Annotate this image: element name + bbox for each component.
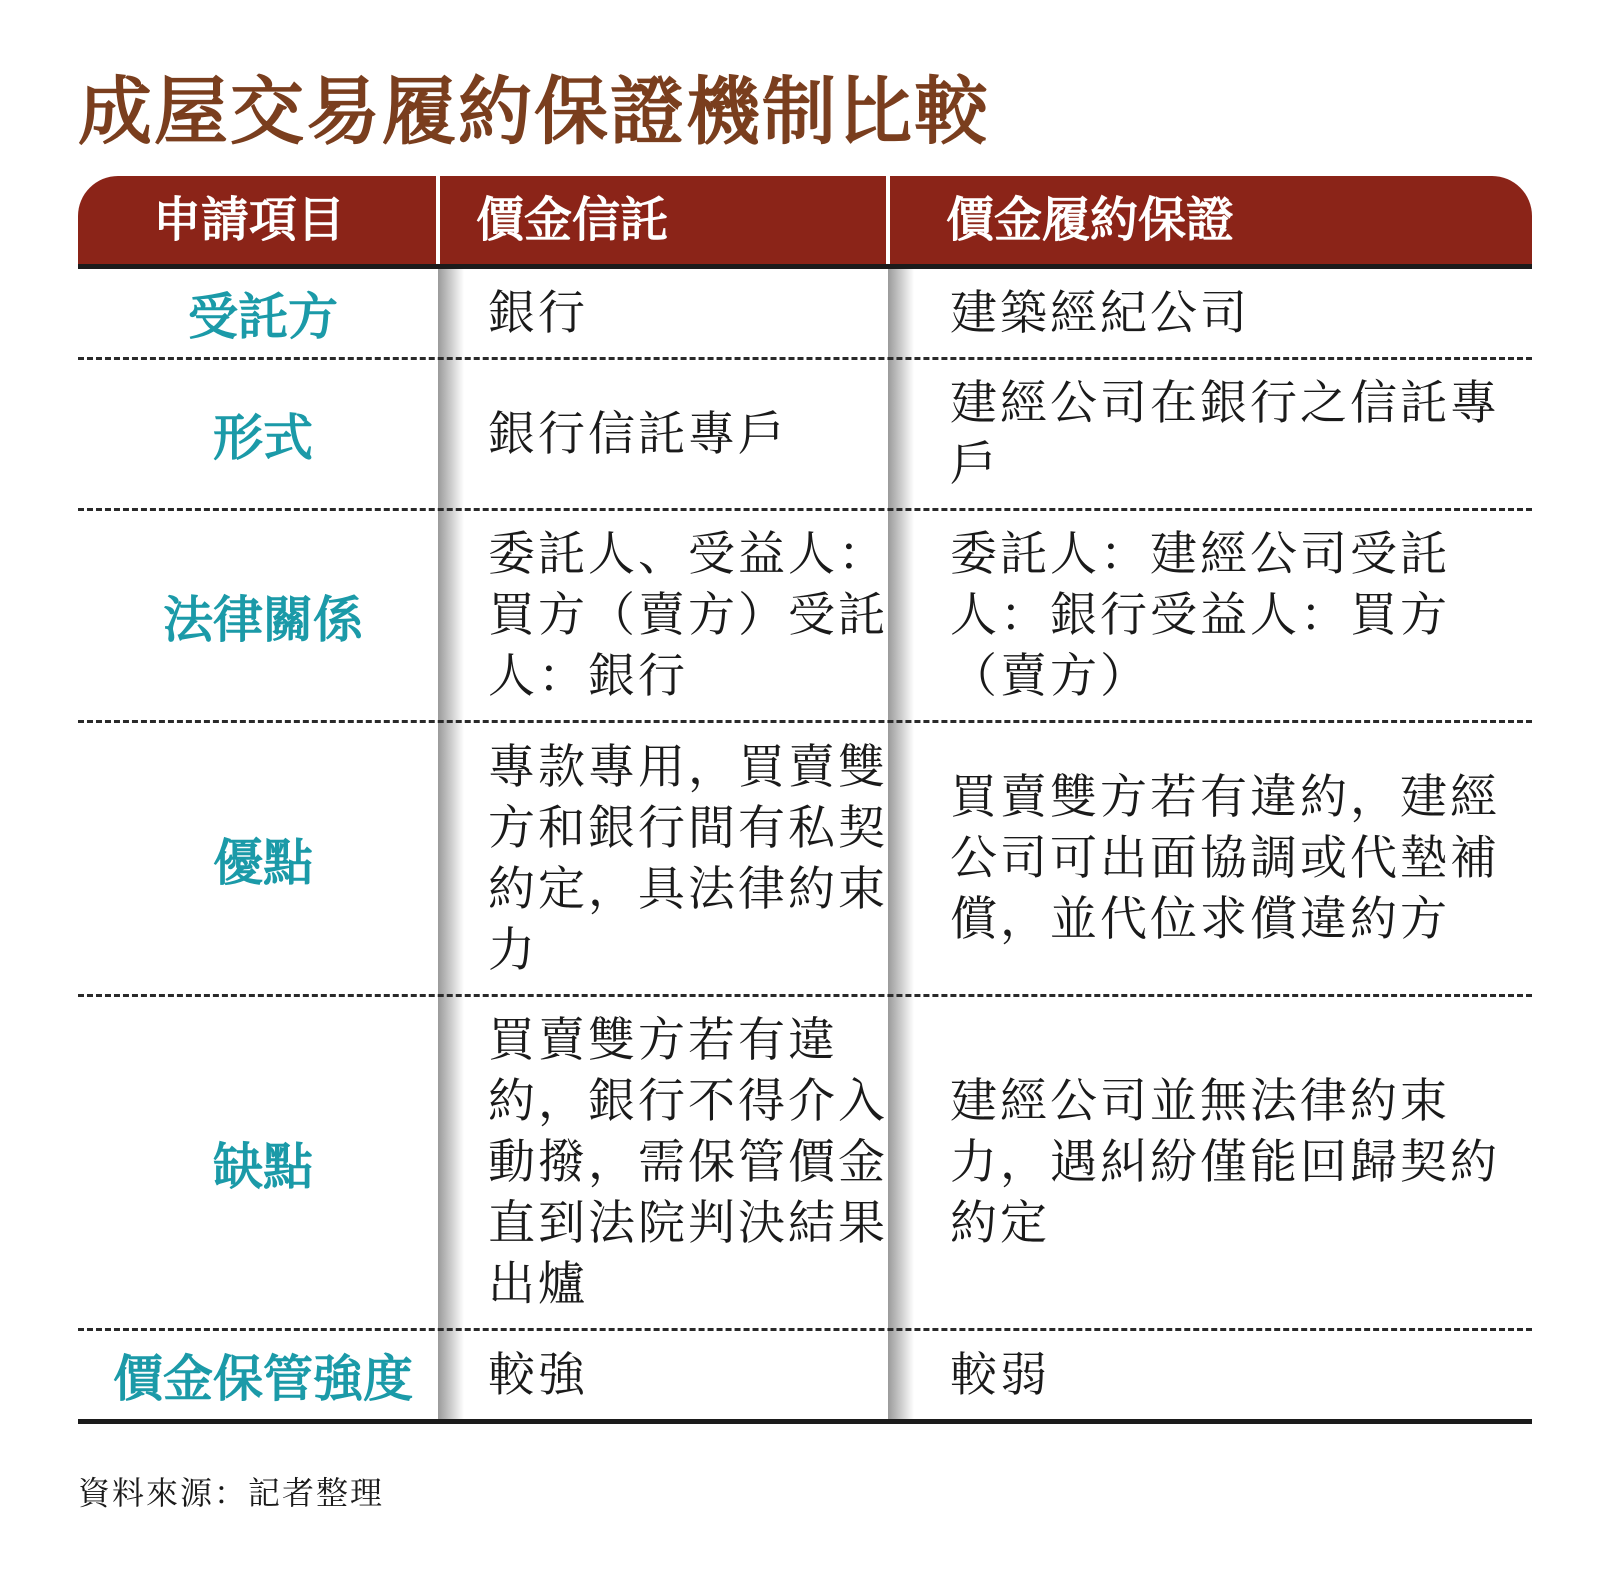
comparison-table <box>78 176 1532 1424</box>
guarantee-cell: 買賣雙方若有違約，建經公司可出面協調或代墊補償，並代位求償違約方 <box>950 770 1500 947</box>
row-label: 形式 <box>213 409 313 467</box>
table-row <box>78 723 1532 997</box>
trust-cell: 銀行信託專戶 <box>488 406 788 462</box>
header-divider <box>886 176 890 264</box>
guarantee-cell: 建經公司在銀行之信託專戶 <box>950 376 1500 492</box>
trust-cell: 委託人、受益人：買方（賣方）受託人：銀行 <box>488 527 888 704</box>
trust-cell: 專款專用，買賣雙方和銀行間有私契約定，具法律約束力 <box>488 739 888 978</box>
trust-cell: 銀行 <box>488 285 588 341</box>
guarantee-cell: 委託人：建經公司受託人：銀行受益人：買方（賣方） <box>950 527 1450 704</box>
trust-cell: 買賣雙方若有違約，銀行不得介入動撥，需保管價金直到法院判決結果出爐 <box>488 1013 888 1312</box>
table-header <box>78 176 1532 269</box>
row-label: 缺點 <box>213 1137 313 1196</box>
header-trust-column: 價金信託 <box>476 192 669 248</box>
row-label: 價金保管強度 <box>113 1350 413 1408</box>
trust-cell: 較強 <box>488 1347 588 1403</box>
header-item-column: 申請項目 <box>153 192 346 248</box>
guarantee-cell: 建築經紀公司 <box>950 285 1250 341</box>
source-note: 資料來源：記者整理 <box>78 1474 385 1512</box>
table-row <box>78 1331 1532 1424</box>
table-row <box>78 360 1532 511</box>
header-guarantee-column: 價金履約保證 <box>946 192 1235 248</box>
row-label: 法律關係 <box>163 590 363 649</box>
table-row <box>78 511 1532 723</box>
row-label: 優點 <box>213 833 313 892</box>
table-row <box>78 269 1532 360</box>
guarantee-cell: 建經公司並無法律約束力，遇糾紛僅能回歸契約約定 <box>950 1074 1500 1251</box>
guarantee-cell: 較弱 <box>950 1347 1050 1403</box>
header-divider <box>436 176 440 264</box>
table-row <box>78 997 1532 1331</box>
page-title: 成屋交易履約保證機制比較 <box>78 69 990 155</box>
table-body <box>78 269 1532 1424</box>
row-label: 受託方 <box>188 288 338 346</box>
